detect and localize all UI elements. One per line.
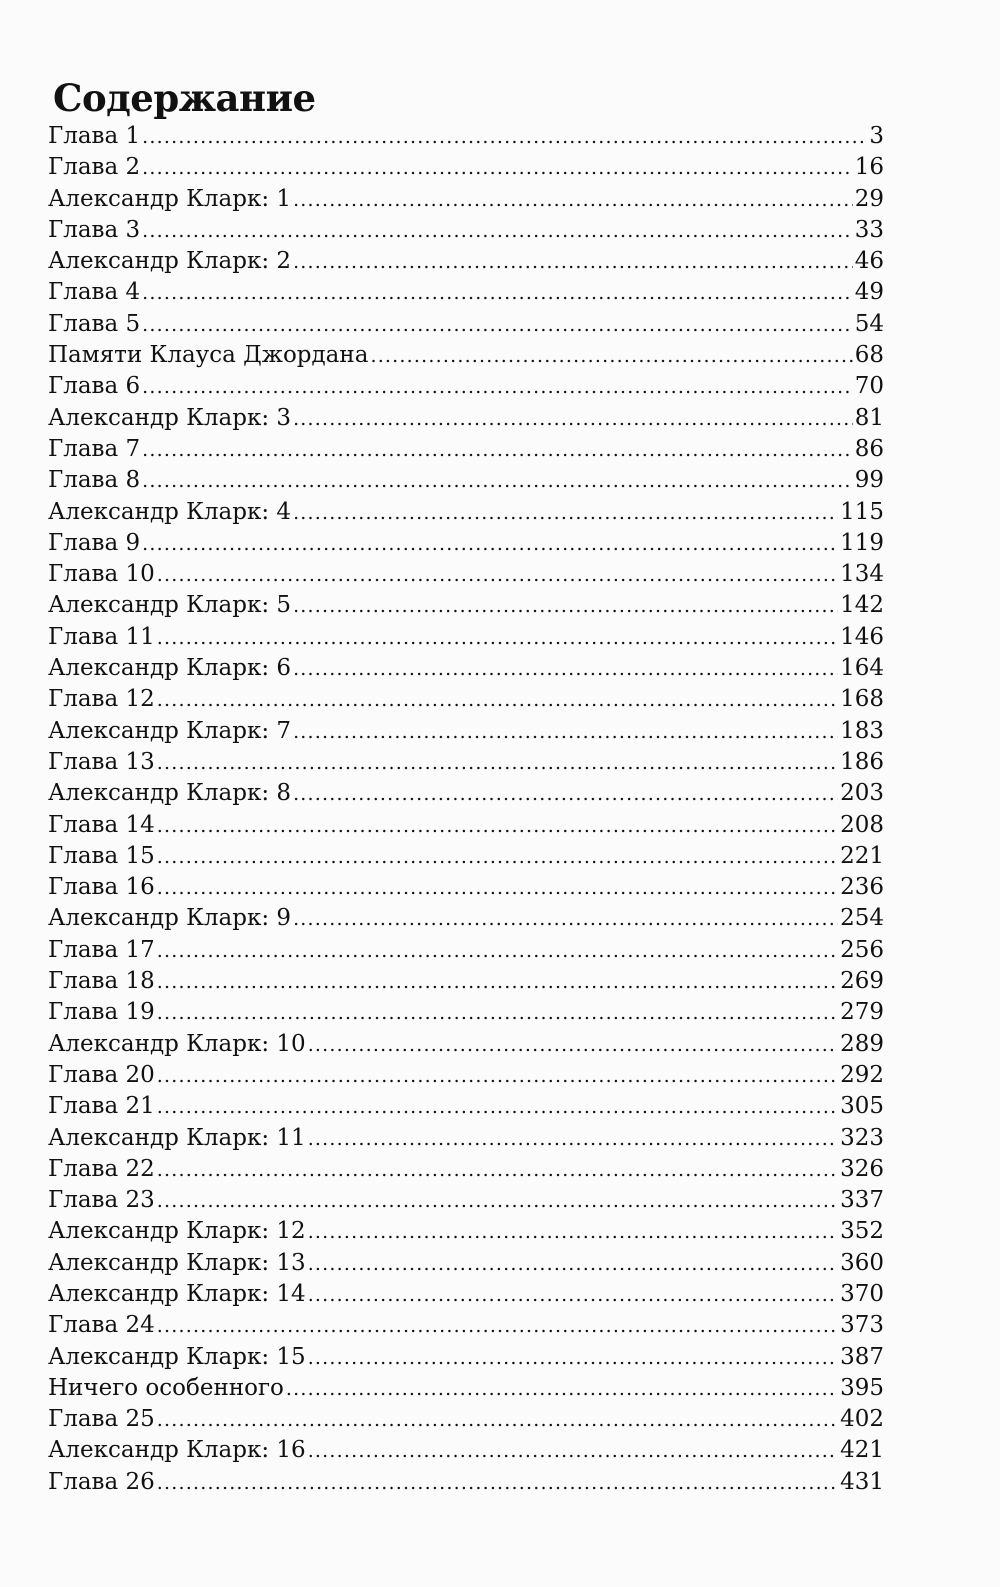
dot-leader <box>142 310 853 341</box>
toc-entry-page-number: 86 <box>854 435 884 462</box>
dot-leader <box>293 498 838 529</box>
dot-leader <box>157 1061 838 1092</box>
toc-entry-title: Глава 1 <box>48 123 141 149</box>
toc-entry <box>48 184 884 215</box>
toc-entry <box>48 465 884 496</box>
toc-entry-title: Глава 18 <box>48 968 155 995</box>
toc-entry <box>48 1310 884 1341</box>
toc-entry <box>48 1467 884 1498</box>
toc-entry <box>48 1060 884 1091</box>
toc-entry <box>48 935 884 966</box>
dot-leader <box>157 560 838 591</box>
table-of-contents <box>48 121 884 1498</box>
toc-entry-page-number: 164 <box>840 655 884 682</box>
dot-leader <box>308 1124 838 1155</box>
toc-entry-title: Александр Кларк: 1 <box>48 185 292 212</box>
toc-entry-page-number: 70 <box>854 373 884 400</box>
dot-leader <box>157 1405 838 1436</box>
toc-entry-title: Александр Кларк: 3 <box>48 404 292 431</box>
toc-entry-page-number: 269 <box>840 968 884 995</box>
dot-leader <box>293 779 838 810</box>
toc-entry-title: Глава 24 <box>48 1312 155 1339</box>
toc-entry <box>48 653 884 684</box>
toc-entry-page-number: 254 <box>840 905 884 932</box>
dot-leader <box>157 873 838 904</box>
dot-leader <box>157 998 838 1029</box>
dot-leader <box>286 1374 838 1405</box>
toc-entry-title: Александр Кларк: 15 <box>48 1343 306 1370</box>
dot-leader <box>293 591 838 622</box>
dot-leader <box>293 717 838 748</box>
toc-entry <box>48 1185 884 1216</box>
toc-entry-title: Александр Кларк: 5 <box>48 592 292 619</box>
toc-entry <box>48 528 884 559</box>
toc-entry <box>48 716 884 747</box>
toc-entry-title: Александр Кларк: 11 <box>48 1124 306 1151</box>
dot-leader <box>157 1155 838 1186</box>
toc-entry <box>48 590 884 621</box>
dot-leader <box>293 654 838 685</box>
toc-entry <box>48 1029 884 1060</box>
toc-entry-title: Глава 9 <box>48 529 141 556</box>
toc-entry <box>48 778 884 809</box>
toc-entry-title: Глава 6 <box>48 373 141 400</box>
toc-entry <box>48 434 884 465</box>
toc-entry-page-number: 256 <box>840 936 884 963</box>
toc-entry <box>48 246 884 277</box>
toc-entry-title: Глава 2 <box>48 154 141 181</box>
toc-entry <box>48 277 884 308</box>
toc-entry <box>48 841 884 872</box>
toc-entry-title: Глава 5 <box>48 310 141 337</box>
dot-leader <box>308 1343 838 1374</box>
toc-entry-title: Глава 12 <box>48 686 155 713</box>
toc-entry-page-number: 142 <box>840 592 884 619</box>
dot-leader <box>142 372 853 403</box>
toc-entry <box>48 1248 884 1279</box>
toc-entry-page-number: 305 <box>840 1093 884 1120</box>
toc-entry-title: Памяти Клауса Джордана <box>48 342 369 369</box>
toc-entry-title: Глава 8 <box>48 467 141 494</box>
dot-leader <box>308 1249 838 1280</box>
dot-leader <box>142 278 853 309</box>
toc-entry-page-number: 323 <box>840 1124 884 1151</box>
toc-entry <box>48 810 884 841</box>
toc-entry <box>48 371 884 402</box>
toc-entry-title: Александр Кларк: 8 <box>48 780 292 807</box>
toc-entry-page-number: 221 <box>840 842 884 869</box>
toc-entry <box>48 997 884 1028</box>
toc-entry-title: Ничего особенного <box>48 1374 284 1401</box>
toc-entry-page-number: 431 <box>840 1468 884 1495</box>
dot-leader <box>157 967 838 998</box>
toc-entry-title: Глава 16 <box>48 874 155 901</box>
toc-entry-page-number: 208 <box>840 811 884 838</box>
toc-entry-page-number: 81 <box>854 404 884 431</box>
toc-entry-title: Глава 3 <box>48 216 141 243</box>
toc-entry-title: Александр Кларк: 2 <box>48 248 292 275</box>
dot-leader <box>142 216 853 247</box>
toc-entry-title: Глава 14 <box>48 811 155 838</box>
dot-leader <box>157 842 838 873</box>
toc-entry <box>48 1154 884 1185</box>
toc-entry <box>48 1091 884 1122</box>
toc-entry-page-number: 168 <box>840 686 884 713</box>
toc-entry-page-number: 99 <box>854 467 884 494</box>
toc-entry-page-number: 373 <box>840 1312 884 1339</box>
dot-leader <box>157 1186 838 1217</box>
toc-entry <box>48 497 884 528</box>
toc-entry-title: Александр Кларк: 6 <box>48 655 292 682</box>
toc-entry <box>48 1404 884 1435</box>
toc-entry <box>48 1279 884 1310</box>
dot-leader <box>293 185 853 216</box>
toc-entry-page-number: 370 <box>840 1280 884 1307</box>
toc-entry <box>48 121 884 152</box>
dot-leader <box>157 1468 838 1499</box>
toc-entry-title: Александр Кларк: 12 <box>48 1218 306 1245</box>
toc-entry-title: Глава 4 <box>48 279 141 306</box>
dot-leader <box>370 341 852 372</box>
toc-entry <box>48 1216 884 1247</box>
toc-entry <box>48 152 884 183</box>
toc-entry-title: Глава 25 <box>48 1406 155 1433</box>
dot-leader <box>142 122 867 153</box>
dot-leader <box>157 811 838 842</box>
dot-leader <box>293 247 853 278</box>
toc-entry-title: Александр Кларк: 16 <box>48 1437 306 1464</box>
dot-leader <box>157 623 838 654</box>
toc-entry <box>48 215 884 246</box>
toc-entry-title: Глава 20 <box>48 1061 155 1088</box>
toc-entry-title: Глава 13 <box>48 748 155 775</box>
dot-leader <box>308 1436 838 1467</box>
dot-leader <box>142 529 838 560</box>
toc-entry <box>48 872 884 903</box>
toc-entry <box>48 1123 884 1154</box>
dot-leader <box>157 1311 838 1342</box>
toc-entry-page-number: 387 <box>840 1343 884 1370</box>
toc-entry-title: Глава 7 <box>48 435 141 462</box>
toc-entry <box>48 403 884 434</box>
toc-entry-title: Глава 19 <box>48 999 155 1026</box>
toc-entry-title: Александр Кларк: 4 <box>48 498 292 525</box>
toc-entry-page-number: 279 <box>840 999 884 1026</box>
toc-entry-title: Александр Кларк: 9 <box>48 905 292 932</box>
dot-leader <box>308 1280 838 1311</box>
toc-entry <box>48 559 884 590</box>
toc-entry-page-number: 337 <box>840 1187 884 1214</box>
toc-entry-page-number: 46 <box>854 248 884 275</box>
toc-entry-page-number: 146 <box>840 623 884 650</box>
toc-entry-page-number: 115 <box>840 498 884 525</box>
toc-entry-page-number: 119 <box>840 529 884 556</box>
dot-leader <box>157 748 838 779</box>
toc-entry <box>48 747 884 778</box>
dot-leader <box>293 404 853 435</box>
dot-leader <box>142 153 853 184</box>
toc-entry-title: Глава 17 <box>48 936 155 963</box>
dot-leader <box>142 466 853 497</box>
toc-entry-page-number: 395 <box>840 1374 884 1401</box>
toc-entry-page-number: 16 <box>854 154 884 181</box>
toc-entry-title: Глава 22 <box>48 1155 155 1182</box>
dot-leader <box>157 936 838 967</box>
toc-entry-page-number: 54 <box>854 310 884 337</box>
toc-entry-page-number: 33 <box>854 216 884 243</box>
toc-entry-page-number: 134 <box>840 561 884 588</box>
toc-entry-page-number: 183 <box>840 717 884 744</box>
toc-entry-title: Александр Кларк: 13 <box>48 1249 306 1276</box>
toc-entry-title: Александр Кларк: 10 <box>48 1030 306 1057</box>
toc-entry <box>48 966 884 997</box>
toc-entry-page-number: 49 <box>854 279 884 306</box>
toc-entry-page-number: 421 <box>840 1437 884 1464</box>
toc-entry-page-number: 203 <box>840 780 884 807</box>
toc-entry-page-number: 236 <box>840 874 884 901</box>
toc-entry-title: Глава 15 <box>48 842 155 869</box>
toc-entry <box>48 622 884 653</box>
toc-entry <box>48 1373 884 1404</box>
toc-entry-title: Александр Кларк: 14 <box>48 1280 306 1307</box>
toc-entry-page-number: 68 <box>854 342 884 369</box>
toc-entry-title: Глава 23 <box>48 1187 155 1214</box>
toc-entry-page-number: 352 <box>840 1218 884 1245</box>
dot-leader <box>308 1030 838 1061</box>
dot-leader <box>157 685 838 716</box>
toc-entry-title: Александр Кларк: 7 <box>48 717 292 744</box>
toc-entry <box>48 684 884 715</box>
toc-entry <box>48 903 884 934</box>
toc-entry-page-number: 292 <box>840 1061 884 1088</box>
toc-entry <box>48 1435 884 1466</box>
toc-entry-title: Глава 21 <box>48 1093 155 1120</box>
toc-entry-page-number: 360 <box>840 1249 884 1276</box>
toc-entry-page-number: 3 <box>869 123 884 149</box>
toc-entry-title: Глава 11 <box>48 623 155 650</box>
dot-leader <box>142 435 853 466</box>
page-title: Содержание <box>53 76 316 120</box>
toc-entry <box>48 1342 884 1373</box>
dot-leader <box>157 1092 838 1123</box>
toc-entry-title: Глава 26 <box>48 1468 155 1495</box>
toc-entry-page-number: 29 <box>854 185 884 212</box>
toc-entry <box>48 309 884 340</box>
toc-entry-page-number: 186 <box>840 748 884 775</box>
toc-entry-title: Глава 10 <box>48 561 155 588</box>
toc-entry-page-number: 289 <box>840 1030 884 1057</box>
dot-leader <box>293 904 838 935</box>
toc-entry-page-number: 402 <box>840 1406 884 1433</box>
toc-entry-page-number: 326 <box>840 1155 884 1182</box>
dot-leader <box>308 1217 838 1248</box>
toc-entry <box>48 340 884 371</box>
